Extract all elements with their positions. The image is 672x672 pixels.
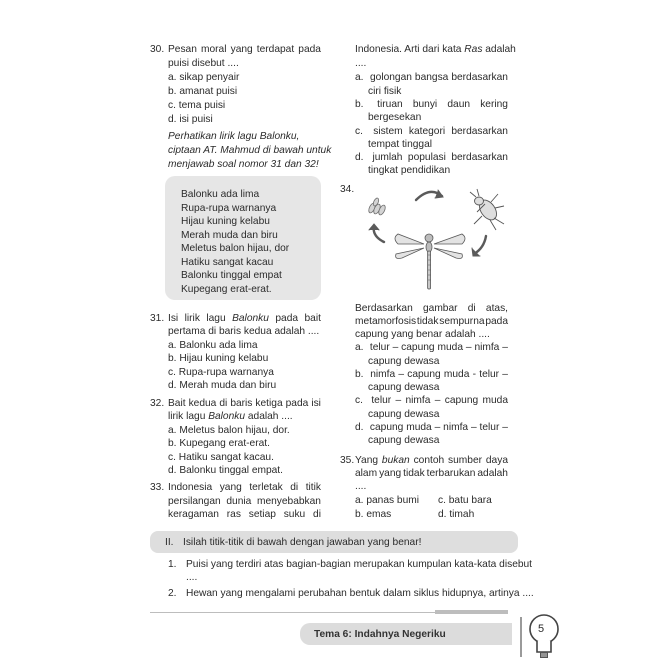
section-2-item-2-text: Hewan yang mengalami perubahan bentuk dalam siklus hidupnya, artinya .... <box>186 588 534 599</box>
instruction-line-3: menjawab soal nomor 31 dan 32! <box>168 159 319 170</box>
q35-line-3: .... <box>355 481 367 492</box>
q33-option-a: a. golongan bangsa berdasarkan <box>355 72 508 83</box>
q33-option-a-cont: ciri fisik <box>368 86 402 97</box>
q31-option-b: b. Hijau kuning kelabu <box>168 353 269 364</box>
q31-line-1: Isi lirik lagu Balonku pada bait <box>168 313 321 324</box>
q34-number: 34. <box>340 184 355 195</box>
lyric-line: Hatiku sangat kacau <box>181 257 274 268</box>
separator-bar <box>435 610 508 614</box>
q33-option-b: b. tiruan bunyi daun kering <box>355 99 508 110</box>
q34-line-3: capung yang benar adalah .... <box>355 329 490 340</box>
q34-option-a-cont: capung dewasa <box>368 356 440 367</box>
footer-divider <box>520 617 522 657</box>
dragonfly-icon <box>395 234 465 289</box>
section-2-item-1-text: Puisi yang terdiri atas bagian-bagian merupakan kumpulan kata-kata disebut <box>186 559 533 570</box>
q33-line-3: keragaman ras setiap suku di <box>168 509 321 520</box>
q32-line-1: Bait kedua di baris ketiga pada isi <box>168 398 321 409</box>
q33-number: 33. <box>150 482 165 493</box>
q30-line-1: Pesan moral yang terdapat pada <box>168 44 321 55</box>
q35-line-1: Yang bukan contoh sumber daya <box>355 455 508 466</box>
q35-option-b: b. emas <box>355 509 392 520</box>
section-2-title: Isilah titik-titik di bawah dengan jawaban yang benar! <box>183 537 422 548</box>
instruction-line-1: Perhatikan lirik lagu Balonku, <box>168 131 300 142</box>
q34-option-c: c. telur – nimfa – capung muda <box>355 395 508 406</box>
q35-number: 35. <box>340 455 355 466</box>
q33-option-c: c. sistem kategori berdasarkan <box>355 126 508 137</box>
egg-icon <box>367 197 386 216</box>
q34-option-a: a. telur – capung muda – nimfa – <box>355 342 508 353</box>
q30-option-b: b. amanat puisi <box>168 86 238 97</box>
q34-option-b-cont: capung dewasa <box>368 382 440 393</box>
q30-line-2: puisi disebut .... <box>168 58 239 69</box>
q33-option-d: d. jumlah populasi berdasarkan <box>355 152 508 163</box>
q34-option-c-cont: capung dewasa <box>368 409 440 420</box>
lyric-line: Balonku tinggal empat <box>181 270 282 281</box>
q34-option-b: b. nimfa – capung muda - telur – <box>355 369 508 380</box>
lyric-line: Rupa-rupa warnanya <box>181 203 277 214</box>
section-2-item-2-number: 2. <box>168 588 177 599</box>
q32-option-c: c. Hatiku sangat kacau. <box>168 452 274 463</box>
q33-option-d-cont: tingkat pendidikan <box>368 165 451 176</box>
q34-line-2: metamorfosis tidak sempurna pada <box>355 316 508 327</box>
q33-line-5: .... <box>355 58 367 69</box>
q34-option-d: d. capung muda – nimfa – telur – <box>355 422 508 433</box>
q30-option-d: d. isi puisi <box>168 114 213 125</box>
q30-option-c: c. tema puisi <box>168 100 226 111</box>
q31-line-2: pertama di baris kedua adalah .... <box>168 326 320 337</box>
q33-line-4: Indonesia. Arti dari kata Ras adalah <box>355 44 516 55</box>
q33-line-2: persilangan dunia menyebabkan <box>168 496 321 507</box>
q35-option-a: a. panas bumi <box>355 495 419 506</box>
q35-option-d: d. timah <box>438 509 475 520</box>
q32-line-2: lirik lagu Balonku adalah .... <box>168 411 293 422</box>
q31-option-d: d. Merah muda dan biru <box>168 380 277 391</box>
lyric-line: Merah muda dan biru <box>181 230 278 241</box>
lyric-line: Hijau kuning kelabu <box>181 216 270 227</box>
q35-option-c: c. batu bara <box>438 495 492 506</box>
q31-number: 31. <box>150 313 165 324</box>
q34-line-1: Berdasarkan gambar di atas, <box>355 303 508 314</box>
q32-option-b: b. Kupegang erat-erat. <box>168 438 270 449</box>
q32-option-a: a. Meletus balon hijau, dor. <box>168 425 290 436</box>
q33-option-b-cont: bergesekan <box>368 112 422 123</box>
section-2-label: II. <box>165 537 174 548</box>
lyric-line: Kupegang erat-erat. <box>181 284 272 295</box>
q31-option-a: a. Balonku ada lima <box>168 340 258 351</box>
separator-line <box>150 612 435 613</box>
section-2-item-1-number: 1. <box>168 559 177 570</box>
lyric-line: Balonku ada lima <box>181 189 260 200</box>
q31-option-c: c. Rupa-rupa warnanya <box>168 367 274 378</box>
footer-theme-text: Tema 6: Indahnya Negeriku <box>314 629 446 640</box>
pencil-icon <box>526 612 562 662</box>
q32-number: 32. <box>150 398 165 409</box>
q30-option-a: a. sikap penyair <box>168 72 240 83</box>
q33-line-1: Indonesia yang terletak di titik <box>168 482 321 493</box>
instruction-line-2: ciptaan AT. Mahmud di bawah untuk <box>168 145 332 156</box>
q32-option-d: d. Balonku tinggal empat. <box>168 465 283 476</box>
q33-option-c-cont: tempat tinggal <box>368 139 432 150</box>
section-2-item-1-blank: .... <box>186 572 198 583</box>
nymph-icon <box>470 189 504 230</box>
page-number: 5 <box>538 623 545 635</box>
q35-line-2: alam yang tidak terbarukan adalah <box>355 468 508 479</box>
q34-option-d-cont: capung dewasa <box>368 435 440 446</box>
lyric-line: Meletus balon hijau, dor <box>181 243 290 254</box>
q30-number: 30. <box>150 44 165 55</box>
dragonfly-life-cycle-image <box>358 180 518 295</box>
